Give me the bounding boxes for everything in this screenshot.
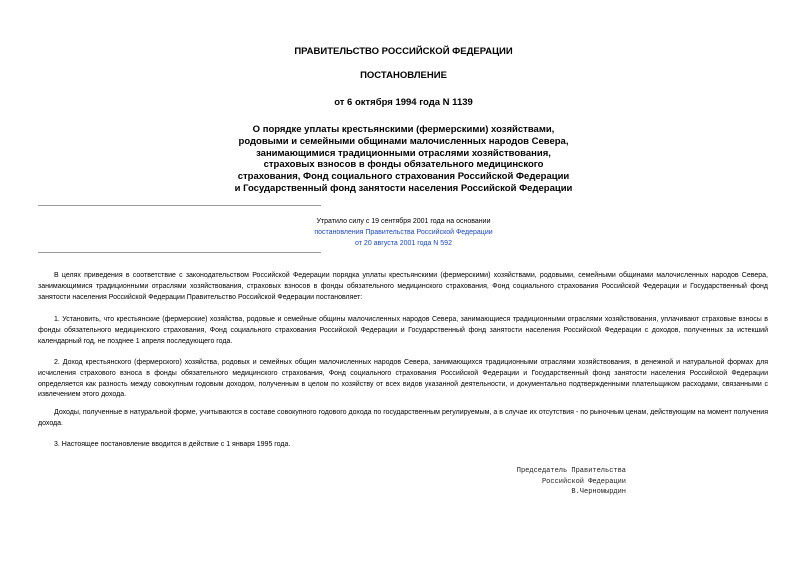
document-type-heading: ПОСТАНОВЛЕНИЕ	[360, 70, 447, 81]
repeal-decree-link[interactable]: постановления Правительства Российской Федерации	[314, 229, 493, 236]
paragraph-natural-income: Доходы, полученные в натуральной форме, учитываются в составе совокупного годового дохода по государственным регулируемым, а в случае их отсутствия - по рыночным ценам, действующим на момент получения дохода.	[38, 409, 768, 427]
divider-bottom	[38, 252, 321, 253]
title-line: родовыми и семейными общинами малочисленных народов Севера,	[238, 135, 569, 147]
repeal-decree-link-date[interactable]: от 20 августа 2001 года N 592	[355, 240, 452, 247]
document-title	[0, 124, 807, 195]
title-line: страховых взносов в фонды обязательного медицинского	[263, 159, 544, 171]
paragraph-clause-1: 1. Установить, что крестьянские (фермерские) хозяйства, родовые и семейные общины малочисленных народов Севера, занимающиеся традиционными отраслями хозяйствования, уплачивают страховые взносы в фонды обязательного медицинского страхования, Фонд социального страхования Российской Федерации и Государственный фонд занятости населения Российской Федерации с доходов, полученных за истекший календарный год, не позднее 1 апреля последующего года.	[38, 316, 768, 345]
signature-block	[460, 466, 626, 498]
status-note	[0, 216, 807, 249]
status-note-text: Утратило силу с 19 сентября 2001 года на основании	[316, 218, 491, 225]
paragraph-clause-3: 3. Настоящее постановление вводится в действие с 1 января 1995 года.	[54, 441, 291, 448]
title-line: занимающимися традиционными отраслями хозяйствования,	[256, 147, 551, 159]
paragraph-preamble: В целях приведения в соответствие с законодательством Российской Федерации порядка уплаты крестьянскими (фермерскими) хозяйствами, родовыми, семейными общинами малочисленных народов Севера, занимающимися традиционными отраслями хозяйствования, страховых взносов в фонды обязательного медицинского страхования, Фонд социального страхования Российской Федерации и Государственный фонд занятости населения Российской Федерации Правительство Российской Федерации постановляет:	[38, 272, 768, 301]
title-line: О порядке уплаты крестьянскими (фермерскими) хозяйствами,	[252, 124, 555, 135]
signature-organization: Российской Федерации	[541, 477, 626, 486]
title-line: страхования, Фонд социального страхования Российской Федерации	[237, 171, 570, 183]
divider-top	[38, 205, 321, 206]
signature-position: Председатель Правительства	[516, 467, 626, 475]
date-number-heading: от 6 октября 1994 года N 1139	[334, 97, 473, 108]
paragraph-clause-2: 2. Доход крестьянского (фермерского) хозяйства, родовых и семейных общин малочисленных народов Севера, занимающихся традиционными отраслями хозяйствования, в денежной и натуральной формах для исчисления страхового взноса в фонды обязательного медицинского страхования, Фонд социального страхования Российской Федерации и Государственный фонд занятости населения Российской Федерации определяется как разность между совокупным годовым доходом, полученным в целом по хозяйству от всех видов указанной деятельности, и документально подтвержденными плательщиком расходами, связанными с извлечением этого дохода.	[38, 359, 768, 399]
government-heading: ПРАВИТЕЛЬСТВО РОССИЙСКОЙ ФЕДЕРАЦИИ	[294, 46, 513, 57]
title-line: и Государственный фонд занятости населения Российской Федерации	[234, 182, 573, 194]
signature-name: В.Черномырдин	[571, 488, 626, 496]
